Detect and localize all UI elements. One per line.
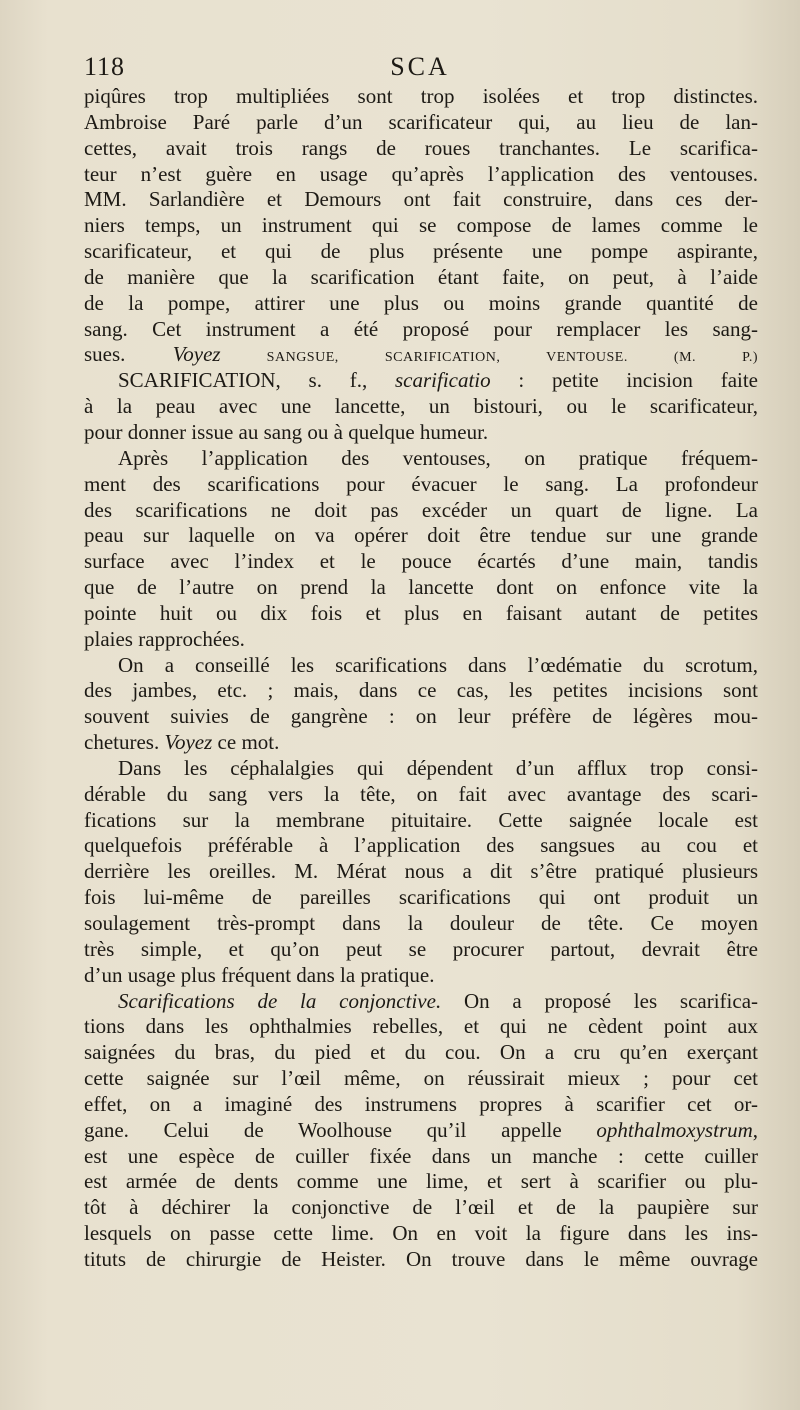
text-run: cettes, avait trois rangs de roues tranchantes. Le scarifica- <box>84 135 758 160</box>
text-run: quelquefois préférable à l’application des sangsues au cou et <box>84 833 758 858</box>
text-run: souvent suivies de gangrène : on leur préfère de légères mou- <box>84 704 758 729</box>
text-line <box>84 1118 758 1144</box>
text-run: Dans les céphalalgies qui dépendent d’un afflux trop consi- <box>118 755 758 780</box>
text-line <box>84 1014 758 1040</box>
text-run: est armée de dents comme une lime, et sert à scarifier ou plu- <box>84 1169 758 1194</box>
small-caps-text: SANGSUE, SCARIFICATION, VENTOUSE. (M. P.) <box>220 350 758 366</box>
italic-text: Scarifications de la conjonctive. <box>118 988 442 1013</box>
text-line <box>84 911 758 937</box>
text-run: scarificateur, et qui de plus présente une pompe aspirante, <box>84 239 758 264</box>
text-line <box>84 446 758 472</box>
text-line <box>84 1066 758 1092</box>
text-run: piqûres trop multipliées sont trop isolées et trop distinctes. <box>84 84 758 108</box>
text-run: effet, on a imaginé des instrumens propres à scarifier cet or- <box>84 1091 758 1116</box>
text-line <box>84 213 758 239</box>
text-run: tôt à déchirer la conjonctive de l’œil et de la paupière sur <box>84 1195 758 1220</box>
italic-text: Voyez <box>164 730 213 755</box>
text-line <box>84 885 758 911</box>
text-line <box>84 342 758 368</box>
text-line <box>84 963 758 989</box>
italic-text: scarificatio <box>394 368 491 393</box>
text-line <box>84 1247 758 1273</box>
text-line <box>84 1169 758 1195</box>
text-run: Après l’application des ventouses, on pratique fréquem- <box>118 445 758 470</box>
text-line <box>84 472 758 498</box>
text-line <box>84 1144 758 1170</box>
text-run: des jambes, etc. ; mais, dans ce cas, les petites incisions sont <box>84 678 758 703</box>
text-line <box>84 833 758 859</box>
text-line <box>84 84 758 110</box>
text-run: de la pompe, attirer une plus ou moins grande quantité de <box>84 290 758 315</box>
text-line <box>84 1221 758 1247</box>
text-run: surface avec l’index et le pouce écartés d’une main, tandis <box>84 549 758 574</box>
text-line <box>84 627 758 653</box>
text-run: gane. Celui de Woolhouse qu’il appelle <box>84 1117 597 1142</box>
text-run: à la peau avec une lancette, un bistouri, ou le scarificateur, <box>84 394 758 419</box>
text-line <box>84 187 758 213</box>
text-run: fois lui-même de pareilles scarifications qui ont produit un <box>84 885 758 910</box>
text-line <box>84 368 758 394</box>
text-run: On a conseillé les scarifications dans l’œdématie du scrotum, <box>118 652 758 677</box>
text-line <box>84 678 758 704</box>
text-run: cette saignée sur l’œil même, on réussirait mieux ; pour cet <box>84 1066 758 1091</box>
text-line <box>84 756 758 782</box>
text-run: tions dans les ophthalmies rebelles, et qui ne cèdent point aux <box>84 1014 758 1039</box>
text-line <box>84 601 758 627</box>
text-run: soulagement très-prompt dans la douleur de tête. Ce moyen <box>84 911 758 935</box>
italic-text: ophthalmoxystrum <box>596 1117 753 1142</box>
page-header <box>84 52 756 86</box>
text-run: SCARIFICATION, s. f., <box>118 368 395 393</box>
text-line <box>84 1195 758 1221</box>
text-line <box>84 704 758 730</box>
text-line <box>84 265 758 291</box>
text-run: , <box>752 1117 758 1142</box>
text-run: très simple, et qu’on peut se procurer partout, devrait être <box>84 936 758 961</box>
text-run: chetures. <box>84 730 165 755</box>
text-run: tituts de chirurgie de Heister. On trouve dans le même ouvrage <box>84 1246 758 1271</box>
text-line <box>84 859 758 885</box>
text-run: sang. Cet instrument a été proposé pour remplacer les sang- <box>84 316 758 341</box>
text-line <box>84 239 758 265</box>
text-line <box>84 420 758 446</box>
text-run: dérable du sang vers la tête, on fait avec avantage des scari- <box>84 781 758 806</box>
text-line <box>84 549 758 575</box>
text-line <box>84 523 758 549</box>
text-run: des scarifications ne doit pas excéder un quart de ligne. La <box>84 497 758 522</box>
text-run: de manière que la scarification étant faite, on peut, à l’aide <box>84 264 758 289</box>
text-line <box>84 808 758 834</box>
text-line <box>84 1092 758 1118</box>
text-line <box>84 291 758 317</box>
text-run: ce mot. <box>212 730 280 755</box>
page-number: 118 <box>84 52 126 81</box>
text-run: On a proposé les scarifica- <box>441 988 758 1013</box>
text-line <box>84 498 758 524</box>
text-run: teur n’est guère en usage qu’après l’application des ventouses. <box>84 161 758 186</box>
text-run: pour donner issue au sang ou à quelque humeur. <box>84 419 489 444</box>
text-line <box>84 394 758 420</box>
text-line <box>84 730 758 756</box>
text-line <box>84 937 758 963</box>
text-run: peau sur laquelle on va opérer doit être tendue sur une grande <box>84 523 758 548</box>
text-run: saignées du bras, du pied et du cou. On a cru qu’en exerçant <box>84 1040 758 1065</box>
text-run: derrière les oreilles. M. Mérat nous a dit s’être pratiqué plusieurs <box>84 859 758 884</box>
text-line <box>84 782 758 808</box>
text-line <box>84 1040 758 1066</box>
text-run: que de l’autre on prend la lancette dont on enfonce vite la <box>84 575 758 600</box>
text-run: d’un usage plus fréquent dans la pratique. <box>84 962 435 987</box>
text-run: sues. <box>84 342 173 367</box>
text-run: pointe huit ou dix fois et plus en faisant autant de petites <box>84 600 758 625</box>
text-run: MM. Sarlandière et Demours ont fait construire, dans ces der- <box>84 187 758 212</box>
text-run: plaies rapprochées. <box>84 626 245 651</box>
italic-text: Voyez <box>172 342 221 367</box>
text-run: : petite incision faite <box>490 368 758 393</box>
text-line <box>84 989 758 1015</box>
text-run: est une espèce de cuiller fixée dans un manche : cette cuiller <box>84 1143 758 1168</box>
text-run: ment des scarifications pour évacuer le sang. La profondeur <box>84 471 758 496</box>
text-line <box>84 110 758 136</box>
text-line <box>84 162 758 188</box>
text-line <box>84 317 758 343</box>
text-run: lesquels on passe cette lime. On en voit la figure dans les ins- <box>84 1221 758 1246</box>
text-line <box>84 136 758 162</box>
text-run: niers temps, un instrument qui se compose de lames comme le <box>84 213 758 238</box>
body-text <box>84 84 758 1273</box>
text-run: Ambroise Paré parle d’un scarificateur qui, au lieu de lan- <box>84 109 758 134</box>
running-head: SCA <box>390 52 450 81</box>
text-run: fications sur la membrane pituitaire. Cette saignée locale est <box>84 807 758 832</box>
text-line <box>84 653 758 679</box>
text-line <box>84 575 758 601</box>
